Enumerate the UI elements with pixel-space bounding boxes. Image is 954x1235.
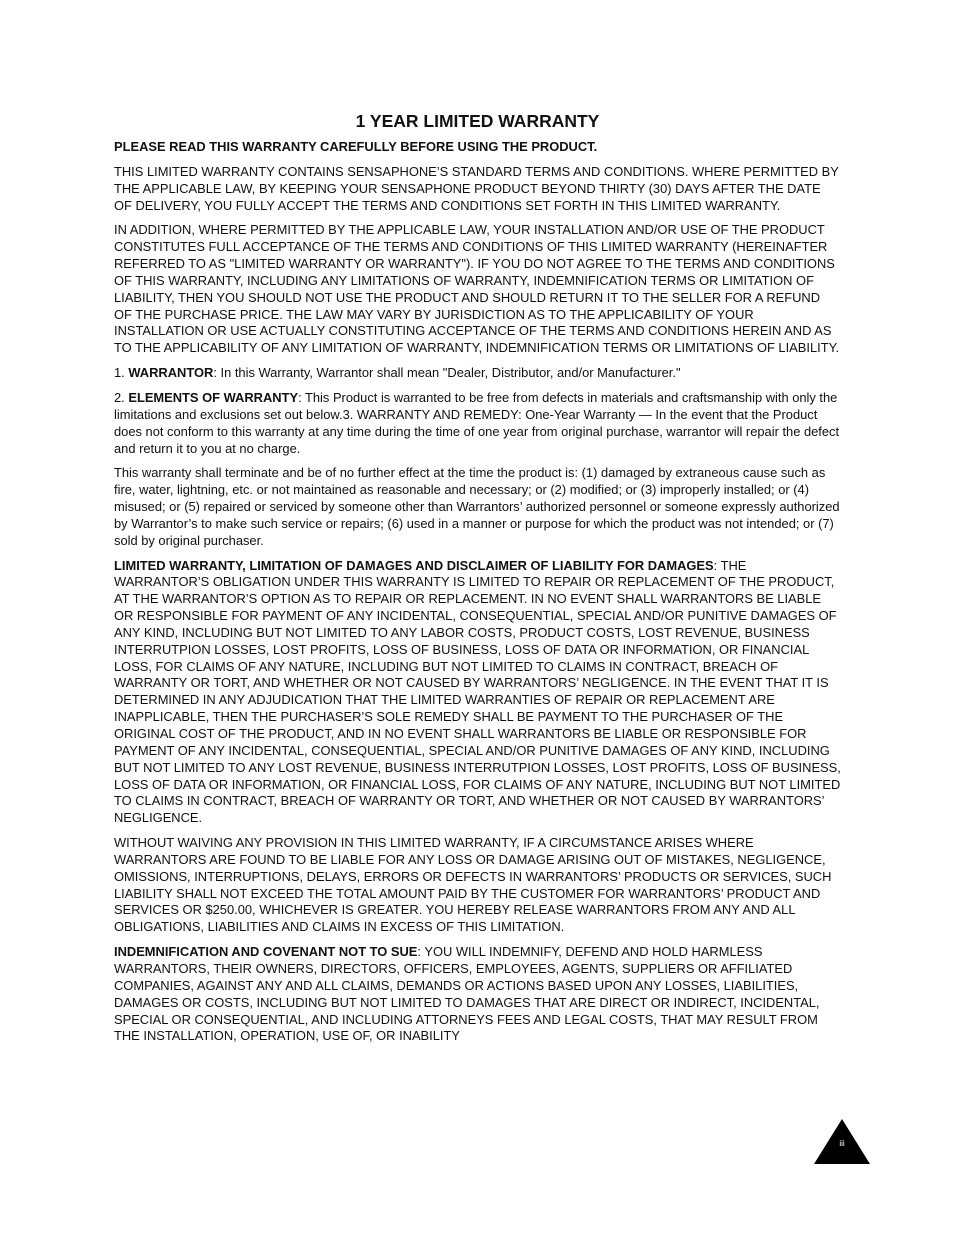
paragraph-liability-cap: WITHOUT WAIVING ANY PROVISION IN THIS LIMITED WARRANTY, IF A CIRCUMSTANCE ARISES WHERE WARRANTORS ARE FOUND TO BE LIABLE FOR ANY LOSS OR DAMAGE ARISING OUT OF MISTAKES, NEGLIGENCE, OMISSIONS, INTERRUPTIONS, DELAYS, ERRORS OR DEFECTS IN WARRANTORS’ PRODUCTS OR SERVICES, SUCH LIABILITY SHALL NOT EXCEED THE TOTAL AMOUNT PAID BY THE CUSTOMER FOR WARRANTORS’ PRODUCT AND SERVICES OR $250.00, WHICHEVER IS GREATER. YOU HEREBY RELEASE WARRANTORS FROM ANY AND ALL OBLIGATIONS, LIABILITIES AND CLAIMS IN EXCESS OF THIS LIMITATION. <box>114 835 832 935</box>
section-prefix: 2. <box>114 389 129 405</box>
section-limited-warranty <box>114 558 841 828</box>
section-indemnification <box>114 944 841 1045</box>
section-heading: INDEMNIFICATION AND COVENANT NOT TO SUE <box>114 944 418 960</box>
page-number: iii <box>839 1139 845 1148</box>
section-text: : In this Warranty, Warrantor shall mean "Dealer, Distributor, and/or Manufacturer." <box>213 365 681 381</box>
section-heading: LIMITED WARRANTY, LIMITATION OF DAMAGES AND DISCLAIMER OF LIABILITY FOR DAMAGES <box>114 557 714 573</box>
section-text: : This Product is warranted to be free from defects in materials and craftsmanship with only the limitations and exclusions set out below.3. WARRANTY AND REMEDY: One-Year Warranty — In the event that the Product does not conform to this warranty at any time during the time of one year from original purchase, warrantor will repair the defect and return it to you at no charge. <box>114 389 840 456</box>
section-text: : YOU WILL INDEMNIFY, DEFEND AND HOLD HARMLESS WARRANTORS, THEIR OWNERS, DIRECTORS, OFFICERS, EMPLOYEES, AGENTS, SUPPLIERS OR AFFILIATED COMPANIES, AGAINST ANY AND ALL CLAIMS, DEMANDS OR ACTIONS BASED UPON ANY LOSSES, LIABILITIES, DAMAGES OR COSTS, INCLUDING BUT NOT LIMITED TO DAMAGES THAT ARE DIRECT OR INDIRECT, INCIDENTAL, SPECIAL OR CONSEQUENTIAL, AND INCLUDING ATTORNEYS FEES AND LEGAL COSTS, THAT MAY RESULT FROM THE INSTALLATION, OPERATION, USE OF, OR INABILITY <box>114 944 820 1044</box>
paragraph-termination: This warranty shall terminate and be of no further effect at the time the product is: (1) damaged by extraneous cause such as fire, water, lightning, etc. or not maintained as reasonable and necessary; or (2) modified; or (3) improperly installed; or (4) misused; or (5) repaired or serviced by someone other than Warrantors’ authorized personnel or someone expressly authorized by Warrantor’s to make such service or repairs; (6) used in a manner or purpose for which the product was not intended; or (7) sold by original purchaser. <box>114 465 840 548</box>
document-page <box>114 110 841 1053</box>
paragraph-acceptance: IN ADDITION, WHERE PERMITTED BY THE APPLICABLE LAW, YOUR INSTALLATION AND/OR USE OF THE PRODUCT CONSTITUTES FULL ACCEPTANCE OF THE TERMS AND CONDITIONS OF THIS LIMITED WARRANTY (HEREINAFTER REFERRED TO AS "LIMITED WARRANTY OR WARRANTY"). IF YOU DO NOT AGREE TO THE TERMS AND CONDITIONS OF THIS WARRANTY, INCLUDING ANY LIMITATIONS OF WARRANTY, INDEMNIFICATION TERMS OR LIMITATION OF LIABILITY, THEN YOU SHOULD NOT USE THE PRODUCT AND SHOULD RETURN IT TO THE SELLER FOR A REFUND OF THE PURCHASE PRICE. THE LAW MAY VARY BY JURISDICTION AS TO THE APPLICABILITY OF YOUR INSTALLATION OR USE ACTUALLY CONSTITUTING ACCEPTANCE OF THE TERMS AND CONDITIONS HEREIN AND AS TO THE APPLICABILITY OF ANY LIMITATION OF WARRANTY, INDEMNIFICATION TERMS OR LIMITATIONS OF LIABILITY. <box>114 222 840 356</box>
section-heading: WARRANTOR <box>128 365 214 381</box>
section-elements <box>114 390 841 457</box>
section-text: : THE WARRANTOR’S OBLIGATION UNDER THIS WARRANTY IS LIMITED TO REPAIR OR REPLACEMENT OF THE PRODUCT, AT THE WARRANTOR’S OPTION AS TO REPAIR OR REPLACEMENT. IN NO EVENT SHALL WARRANTORS BE LIABLE OR RESPONSIBLE FOR PAYMENT OF ANY INCIDENTAL, CONSEQUENTIAL, SPECIAL AND/OR PUNITIVE DAMAGES OF ANY KIND, INCLUDING BUT NOT LIMITED TO ANY LABOR COSTS, PRODUCT COSTS, LOST REVENUE, BUSINESS INTERRUTPION LOSSES, LOST PROFITS, LOSS OF BUSINESS, LOSS OF DATA OR INFORMATION, OR FINANCIAL LOSS, FOR CLAIMS OF ANY NATURE, INCLUDING BUT NOT LIMITED TO CLAIMS IN CONTRACT, BREACH OF WARRANTY OR TORT, AND WHETHER OR NOT CAUSED BY WARRANTORS’ NEGLIGENCE. IN THE EVENT THAT IT IS DETERMINED IN ANY ADJUDICATION THAT THE LIMITED WARRANTIES OF REPAIR OR REPLACEMENT ARE INAPPLICABLE, THEN THE PURCHASER’S SOLE REMEDY SHALL BE PAYMENT TO THE PURCHASER OF THE ORIGINAL COST OF THE PRODUCT, AND IN NO EVENT SHALL WARRANTORS BE LIABLE OR RESPONSIBLE FOR PAYMENT OF ANY INCIDENTAL, CONSEQUENTIAL, SPECIAL AND/OR PUNITIVE DAMAGES OF ANY KIND, INCLUDING BUT NOT LIMITED TO ANY LOST REVENUE, BUSINESS INTERRUTPION LOSSES, LOST PROFITS, LOSS OF BUSINESS, LOSS OF DATA OR INFORMATION, OR FINANCIAL LOSS, FOR CLAIMS OF ANY NATURE, INCLUDING BUT NOT LIMITED TO CLAIMS IN CONTRACT, BREACH OF WARRANTY OR TORT, AND WHETHER OR NOT CAUSED BY WARRANTORS’ NEGLIGENCE. <box>114 557 841 826</box>
section-heading: ELEMENTS OF WARRANTY <box>128 389 299 405</box>
section-warrantor <box>114 365 841 382</box>
section-prefix: 1. <box>114 365 129 381</box>
paragraph-terms: THIS LIMITED WARRANTY CONTAINS SENSAPHONE’S STANDARD TERMS AND CONDITIONS. WHERE PERMITTED BY THE APPLICABLE LAW, BY KEEPING YOUR SENSAPHONE PRODUCT BEYOND THIRTY (30) DAYS AFTER THE DATE OF DELIVERY, YOU FULLY ACCEPT THE TERMS AND CONDITIONS SET FORTH IN THIS LIMITED WARRANTY. <box>114 163 839 213</box>
lead-notice: PLEASE READ THIS WARRANTY CAREFULLY BEFORE USING THE PRODUCT. <box>114 139 598 154</box>
page-title: 1 YEAR LIMITED WARRANTY <box>355 111 600 131</box>
